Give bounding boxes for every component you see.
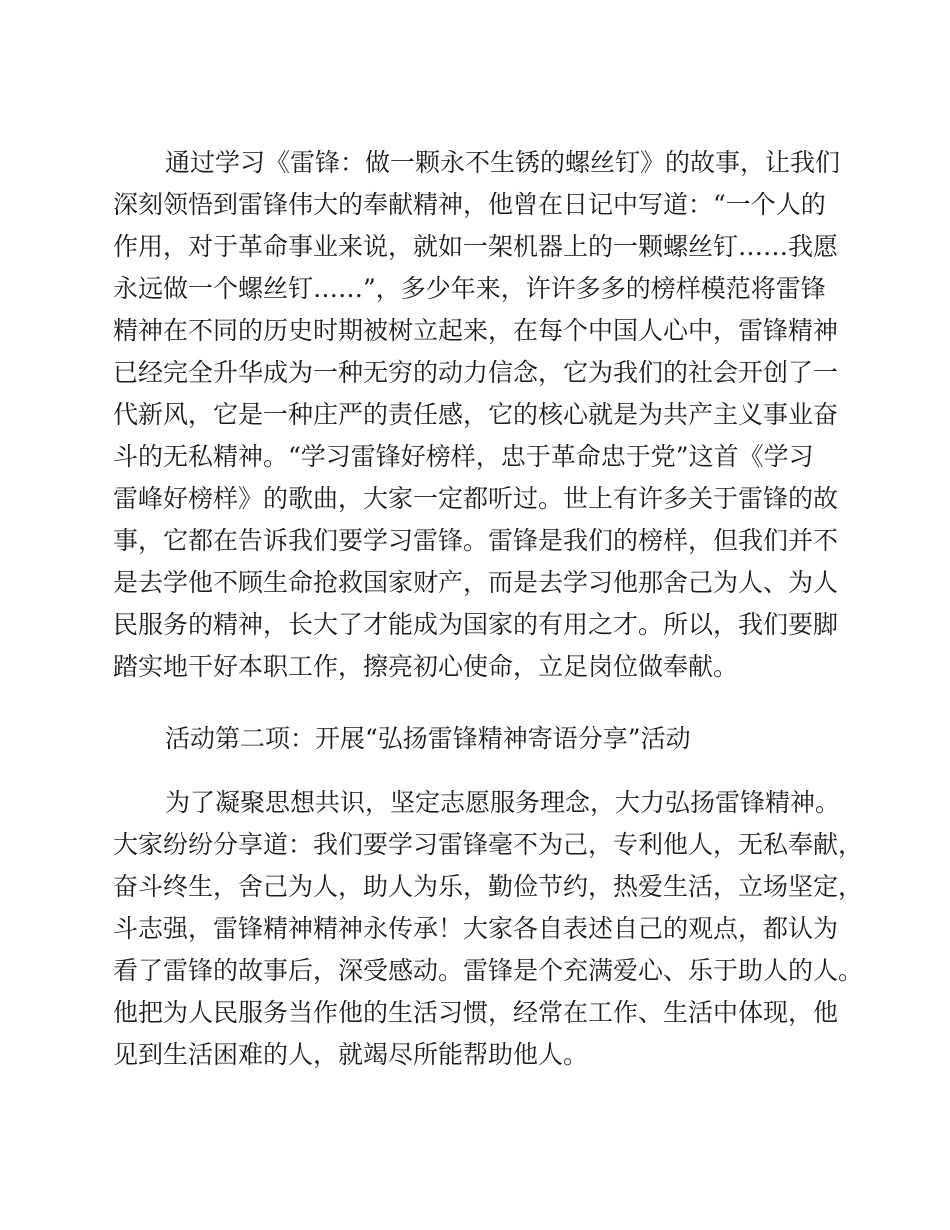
paragraph-line: 代新风，它是一种庄严的责任感，它的核心就是为共产主义事业奋 — [113, 400, 839, 429]
paragraph-line: 雷峰好榜样》的歌曲，大家一定都听过。世上有许多关于雷锋的故 — [113, 484, 839, 513]
section-heading — [113, 718, 848, 760]
paragraph-line: 为了凝聚思想共识，坚定志愿服务理念，大力弘扬雷锋精神。 — [165, 788, 841, 817]
paragraph-line: 已经完全升华成为一种无穷的动力信念，它为我们的社会开创了一 — [113, 358, 839, 387]
paragraph-line: 大家纷纷分享道：我们要学习雷锋毫不为己，专利他人，无私奉献， — [113, 830, 864, 859]
paragraph-line: 看了雷锋的故事后，深受感动。雷锋是个充满爱心、乐于助人的人。 — [113, 956, 864, 985]
paragraph-sharing — [113, 782, 864, 1076]
paragraph-line: 是去学他不顾生命抢救国家财产，而是去学习他那舍己为人、为人 — [113, 568, 839, 597]
paragraph-line: 永远做一个螺丝钉……”，多少年来，许许多多的榜样模范将雷锋 — [113, 274, 826, 303]
paragraph-line: 深刻领悟到雷锋伟大的奉献精神，他曾在日记中写道：“一个人的 — [113, 190, 826, 219]
paragraph-line: 见到生活困难的人，就竭尽所能帮助他人。 — [113, 1040, 589, 1069]
paragraph-line: 精神在不同的历史时期被树立起来，在每个中国人心中，雷锋精神 — [113, 316, 839, 345]
paragraph-line: 事，它都在告诉我们要学习雷锋。雷锋是我们的榜样，但我们并不 — [113, 526, 839, 555]
paragraph-line: 斗志强，雷锋精神精神永传承！大家各自表述自己的观点，都认为 — [113, 914, 839, 943]
paragraph-line: 通过学习《雷锋：做一颗永不生锈的螺丝钉》的故事，让我们 — [165, 148, 841, 177]
paragraph-line: 奋斗终生，舍己为人，助人为乐，勤俭节约，热爱生活，立场坚定， — [113, 872, 864, 901]
activity-heading: 活动第二项：开展“弘扬雷锋精神寄语分享”活动 — [165, 724, 691, 753]
paragraph-study-lei-feng — [113, 142, 848, 688]
paragraph-line: 民服务的精神，长大了才能成为国家的有用之才。所以，我们要脚 — [113, 610, 839, 639]
paragraph-line: 作用，对于革命事业来说，就如一架机器上的一颗螺丝钉……我愿 — [113, 232, 839, 261]
paragraph-line: 踏实地干好本职工作，擦亮初心使命，立足岗位做奉献。 — [113, 652, 739, 681]
paragraph-line: 他把为人民服务当作他的生活习惯，经常在工作、生活中体现，他 — [113, 998, 839, 1027]
paragraph-line: 斗的无私精神。“学习雷锋好榜样，忠于革命忠于党”这首《学习 — [113, 442, 814, 471]
